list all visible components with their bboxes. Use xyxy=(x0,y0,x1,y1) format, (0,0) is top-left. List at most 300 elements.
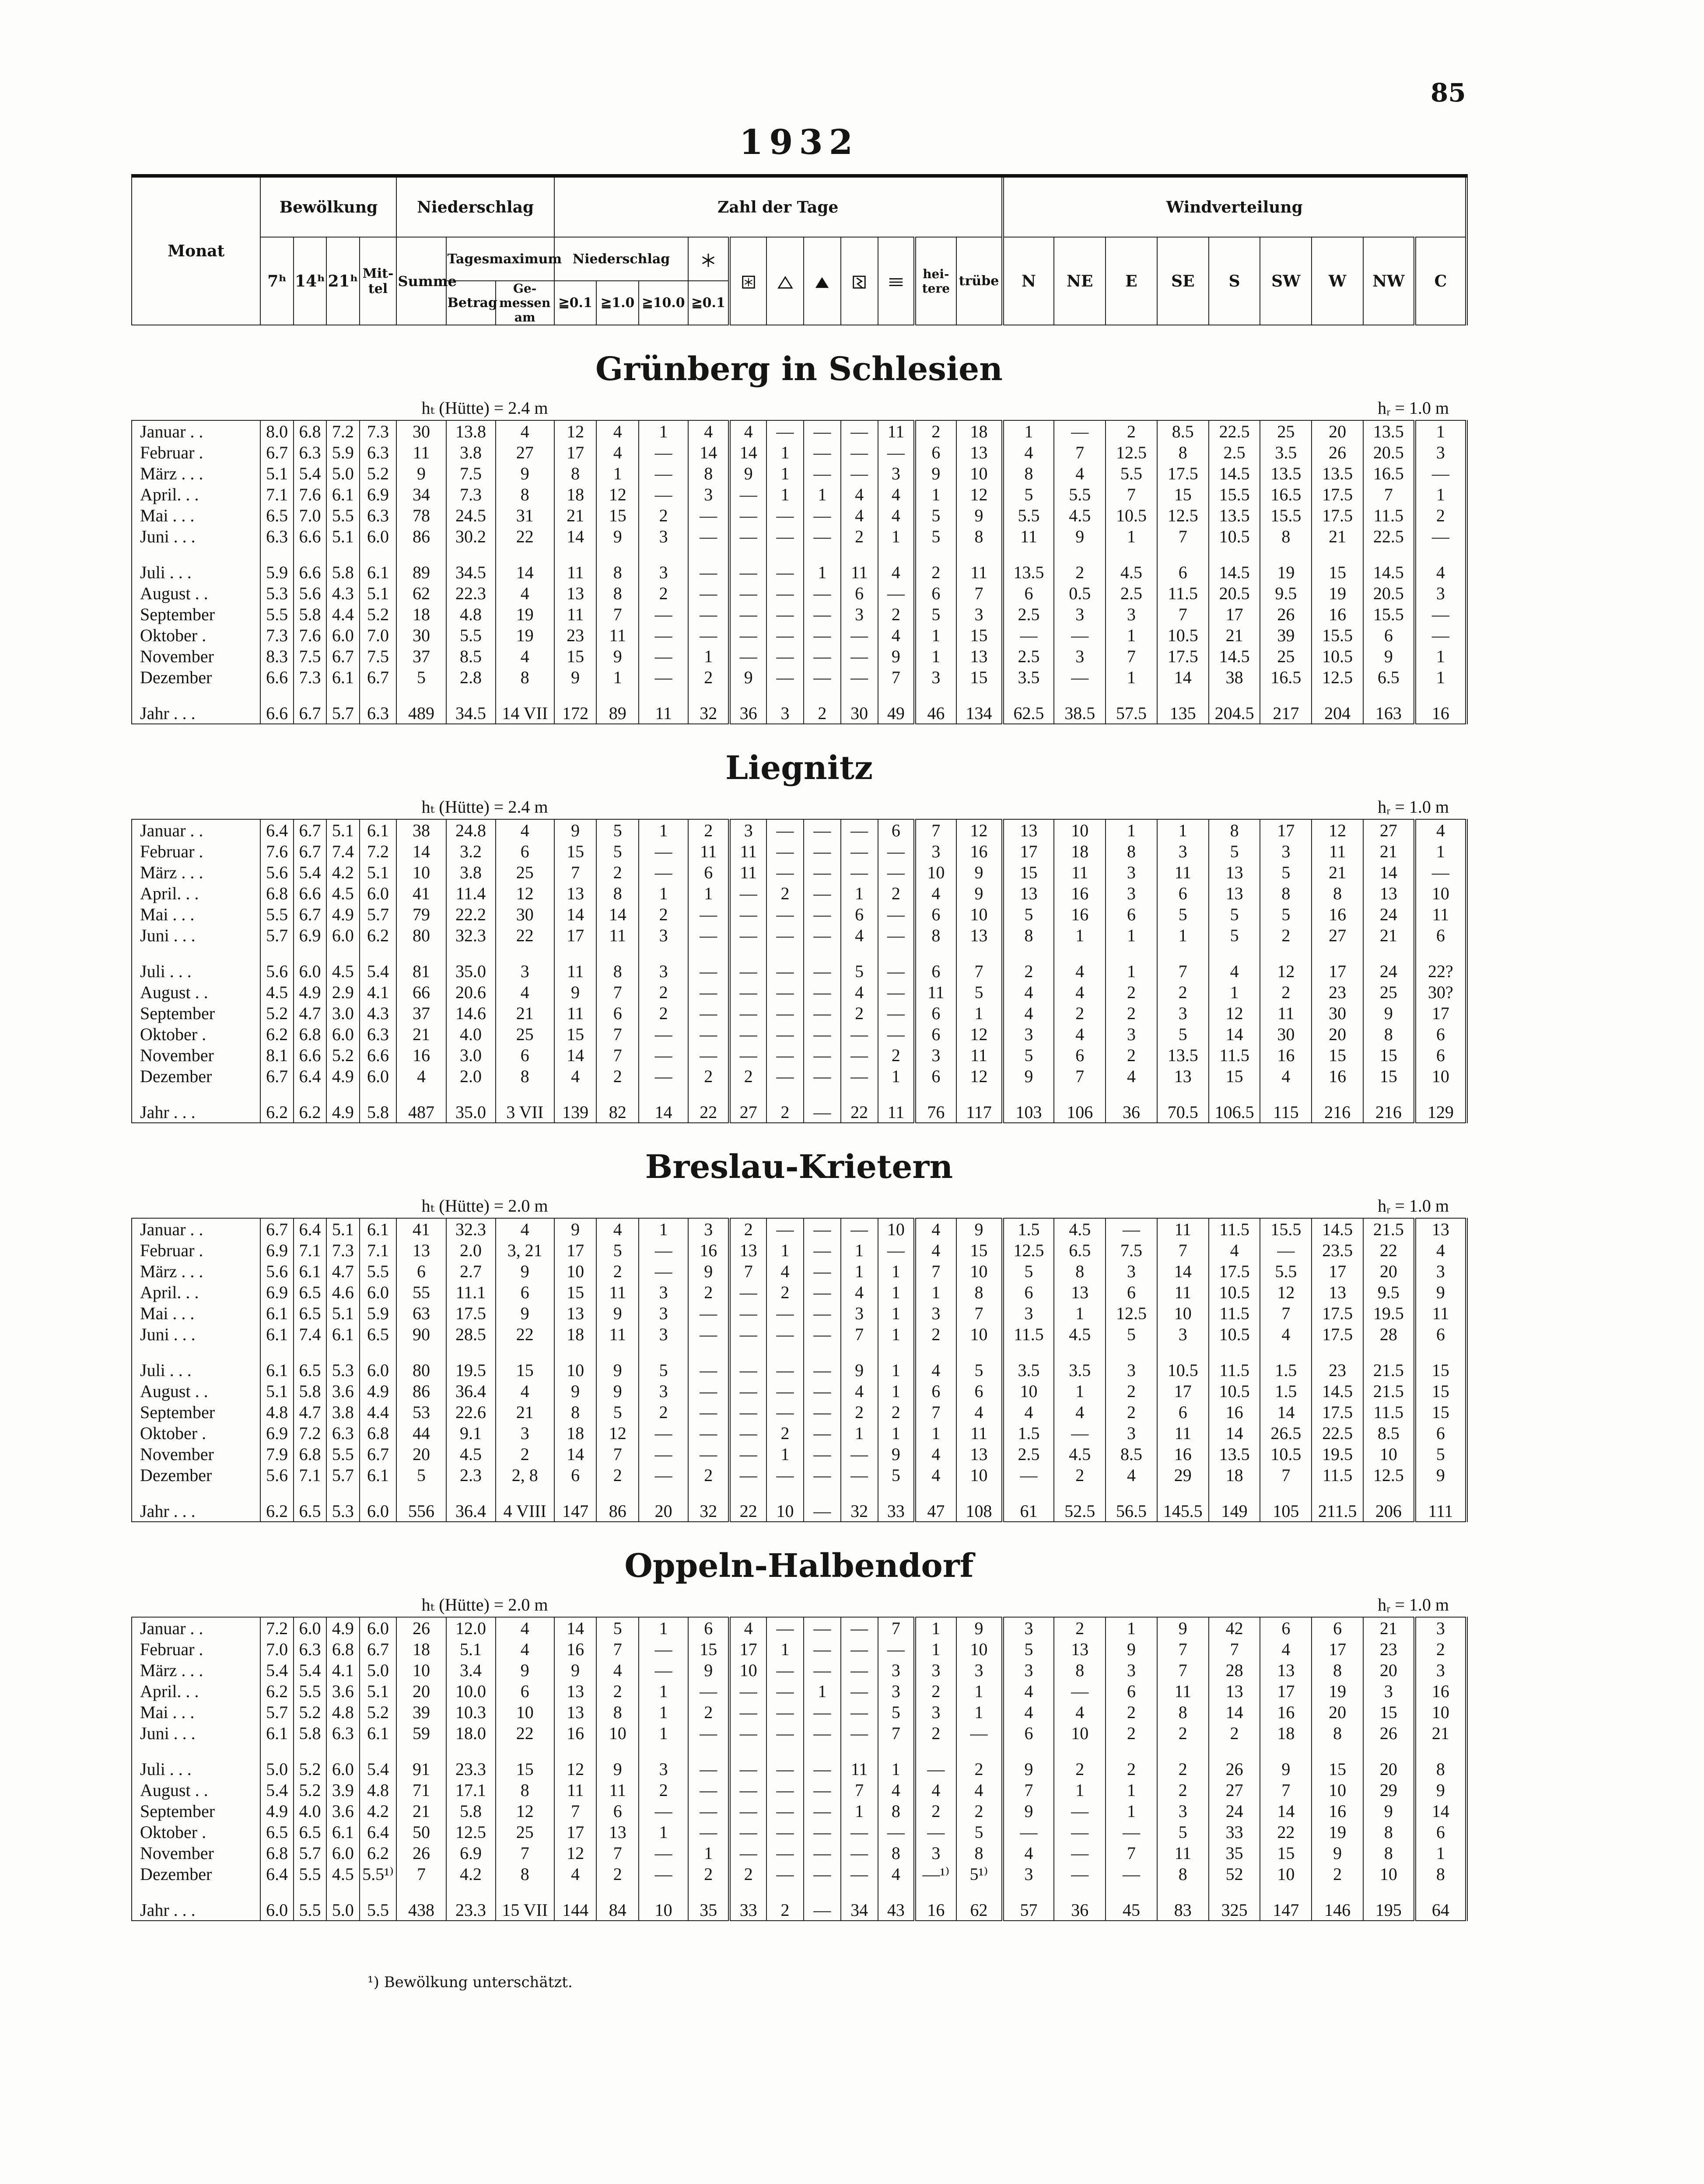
table-cell: 14 xyxy=(1260,1401,1312,1422)
table-cell: 17 xyxy=(729,1639,766,1660)
table-cell: — xyxy=(1054,420,1106,442)
table-cell: — xyxy=(729,1723,766,1744)
table-cell: 27 xyxy=(1209,1779,1260,1800)
table-cell: 10 xyxy=(396,862,446,883)
month-label: Februar . xyxy=(132,841,260,862)
table-cell: — xyxy=(804,819,841,841)
month-label: April. . . xyxy=(132,484,260,505)
table-cell: 1 xyxy=(688,1842,729,1863)
spacer-cell xyxy=(729,946,766,961)
table-cell: 13.5 xyxy=(1209,505,1260,526)
table-cell: 12 xyxy=(554,420,597,442)
table-cell: 7.3 xyxy=(446,484,496,505)
table-cell: 14 xyxy=(1363,862,1415,883)
table-cell: — xyxy=(1415,526,1466,547)
table-cell: 12 xyxy=(554,1842,597,1863)
row-spacer xyxy=(132,946,1466,961)
table-row xyxy=(132,1303,1466,1324)
table-cell: 31 xyxy=(496,505,554,526)
table-cell: 3 xyxy=(1106,1422,1157,1443)
table-cell: 2 xyxy=(1157,1779,1209,1800)
table-cell: 17 xyxy=(554,1240,597,1261)
table-cell: 20 xyxy=(639,1500,688,1522)
table-cell: — xyxy=(729,1003,766,1024)
table-cell: 2 xyxy=(1106,1723,1157,1744)
table-cell: 12 xyxy=(956,1024,1003,1045)
table-cell: 3 xyxy=(841,1303,878,1324)
table-cell: — xyxy=(804,1003,841,1024)
table-cell: 14 VII xyxy=(496,702,554,724)
table-cell: 16 xyxy=(1054,883,1106,904)
table-cell: 10 xyxy=(1415,1702,1466,1723)
table-cell: 6 xyxy=(1415,925,1466,946)
table-cell: 5.5 xyxy=(294,1681,326,1702)
table-cell: — xyxy=(915,1758,956,1779)
table-cell: 7 xyxy=(1157,526,1209,547)
table-cell: — xyxy=(766,1863,804,1884)
table-cell: 11 xyxy=(878,420,915,442)
spacer-cell xyxy=(1312,1744,1363,1758)
spacer-cell xyxy=(1260,1485,1312,1500)
table-cell: 5.5 xyxy=(294,1863,326,1884)
table-cell: 6.8 xyxy=(294,1024,326,1045)
spacer-cell xyxy=(132,946,260,961)
spacer-cell xyxy=(1312,1884,1363,1899)
table-cell: 8 xyxy=(1415,1863,1466,1884)
month-label: Jahr . . . xyxy=(132,702,260,724)
table-cell: 1 xyxy=(1054,1303,1106,1324)
table-cell: 5.9 xyxy=(360,1303,397,1324)
table-cell: 9.1 xyxy=(446,1422,496,1443)
table-cell: — xyxy=(729,1779,766,1800)
table-cell: 106.5 xyxy=(1209,1101,1260,1123)
table-cell: 6.3 xyxy=(260,526,293,547)
spacer-cell xyxy=(1209,1744,1260,1758)
table-cell: 6.5 xyxy=(294,1500,326,1522)
table-cell: — xyxy=(804,1101,841,1123)
table-cell: 12 xyxy=(1209,1003,1260,1024)
table-cell: 106 xyxy=(1054,1101,1106,1123)
table-cell: 5.7 xyxy=(326,1464,359,1485)
table-cell: 35 xyxy=(1209,1842,1260,1863)
table-cell: 6.3 xyxy=(326,1422,359,1443)
table-cell: 5 xyxy=(1209,841,1260,862)
table-cell: 7 xyxy=(956,583,1003,604)
table-cell: 13 xyxy=(1054,1282,1106,1303)
table-cell: 2 xyxy=(1260,982,1312,1003)
table-cell: — xyxy=(639,484,688,505)
table-cell: 5 xyxy=(1157,904,1209,925)
table-cell: 21 xyxy=(1312,526,1363,547)
spacer-cell xyxy=(804,547,841,562)
table-cell: 6.6 xyxy=(260,702,293,724)
footnote: ¹) Bewölkung unterschätzt. xyxy=(367,1974,573,1991)
table-cell: 2 xyxy=(1157,982,1209,1003)
table-cell: 5.4 xyxy=(360,1758,397,1779)
spacer-cell xyxy=(915,946,956,961)
table-cell: 6.6 xyxy=(294,1045,326,1066)
table-cell: 3 xyxy=(639,526,688,547)
spacer-cell xyxy=(1415,1485,1466,1500)
table-row xyxy=(132,562,1466,583)
table-cell: 4 xyxy=(729,1617,766,1639)
table-cell: — xyxy=(729,1045,766,1066)
table-cell: 5 xyxy=(1415,1443,1466,1464)
table-cell: — xyxy=(729,1821,766,1842)
table-cell: 8 xyxy=(1260,883,1312,904)
table-cell: 9 xyxy=(729,463,766,484)
table-cell: 20 xyxy=(1312,420,1363,442)
table-cell: — xyxy=(804,1660,841,1681)
spacer-cell xyxy=(294,1345,326,1359)
table-cell: —¹⁾ xyxy=(915,1863,956,1884)
table-cell: 7.1 xyxy=(294,1464,326,1485)
table-cell: 6 xyxy=(1363,625,1415,646)
table-cell: 6 xyxy=(915,1003,956,1024)
spacer-cell xyxy=(496,1485,554,1500)
table-cell: 22 xyxy=(496,1324,554,1345)
table-cell: 13 xyxy=(1363,883,1415,904)
table-cell: 3 xyxy=(1003,1660,1054,1681)
table-row xyxy=(132,463,1466,484)
table-cell: 2 xyxy=(1003,961,1054,982)
table-cell: 2 xyxy=(878,883,915,904)
table-cell: 10 xyxy=(596,1723,639,1744)
table-cell: 6 xyxy=(496,1045,554,1066)
table-cell: 7.2 xyxy=(326,420,359,442)
table-cell: — xyxy=(766,1617,804,1639)
table-cell: 3 xyxy=(639,925,688,946)
spacer-cell xyxy=(841,1087,878,1101)
spacer-cell xyxy=(639,547,688,562)
table-cell: 6 xyxy=(554,1464,597,1485)
spacer-cell xyxy=(1260,547,1312,562)
table-cell: 15.5 xyxy=(1260,505,1312,526)
table-cell: 2 xyxy=(766,1899,804,1921)
table-cell: 2 xyxy=(639,505,688,526)
table-cell: 5.0 xyxy=(326,1899,359,1921)
table-cell: 12.5 xyxy=(1003,1240,1054,1261)
table-cell: 19 xyxy=(1312,1821,1363,1842)
table-cell: 18 xyxy=(1209,1464,1260,1485)
table-cell: — xyxy=(688,505,729,526)
table-cell: — xyxy=(804,1066,841,1087)
table-cell: 4.5 xyxy=(1106,562,1157,583)
table-cell: 6 xyxy=(1054,1045,1106,1066)
table-cell: 9 xyxy=(596,1380,639,1401)
table-cell: — xyxy=(804,604,841,625)
table-cell: — xyxy=(766,1800,804,1821)
table-cell: 34 xyxy=(396,484,446,505)
table-cell: 1 xyxy=(1106,925,1157,946)
table-cell: 5.4 xyxy=(260,1779,293,1800)
table-cell: 21 xyxy=(1363,1617,1415,1639)
table-cell: 5.6 xyxy=(294,583,326,604)
table-cell: 1 xyxy=(639,1617,688,1639)
table-cell: 6 xyxy=(1003,1723,1054,1744)
table-cell: 6.3 xyxy=(294,1639,326,1660)
table-cell: 9 xyxy=(596,1303,639,1324)
table-cell: 11 xyxy=(688,841,729,862)
table-cell: — xyxy=(766,583,804,604)
table-cell: 2.3 xyxy=(446,1464,496,1485)
table-cell: 8 xyxy=(1003,925,1054,946)
spacer-cell xyxy=(294,1884,326,1899)
table-cell: 5 xyxy=(1003,1639,1054,1660)
spacer-cell xyxy=(1054,1345,1106,1359)
table-cell: 17 xyxy=(554,925,597,946)
header-tagesmaximum: Tagesmaximum xyxy=(446,237,554,281)
table-cell: 4.3 xyxy=(360,1003,397,1024)
table-cell: 4 xyxy=(878,505,915,526)
table-cell: 13.5 xyxy=(1157,1045,1209,1066)
table-cell: — xyxy=(841,1024,878,1045)
table-cell: 11.5 xyxy=(1209,1303,1260,1324)
table-cell: — xyxy=(841,1066,878,1087)
table-cell: 115 xyxy=(1260,1101,1312,1123)
spacer-cell xyxy=(1157,1884,1209,1899)
table-cell: 39 xyxy=(1260,625,1312,646)
table-cell: — xyxy=(841,1863,878,1884)
table-cell: 13.5 xyxy=(1003,562,1054,583)
table-cell: — xyxy=(729,646,766,667)
table-cell: 2 xyxy=(688,819,729,841)
table-cell: 50 xyxy=(396,1821,446,1842)
header-betrag: Betrag xyxy=(446,281,496,325)
table-cell: — xyxy=(1054,1681,1106,1702)
table-cell: 13 xyxy=(956,925,1003,946)
table-cell: 15 xyxy=(1157,484,1209,505)
table-cell: 5.5¹⁾ xyxy=(360,1863,397,1884)
table-cell: 4 xyxy=(1209,961,1260,982)
table-cell: 6.1 xyxy=(360,562,397,583)
header-monat: Monat xyxy=(132,176,260,325)
table-cell: 7.3 xyxy=(260,625,293,646)
table-cell: 20.5 xyxy=(1363,583,1415,604)
spacer-cell xyxy=(294,547,326,562)
table-cell: 5.5 xyxy=(294,1899,326,1921)
table-cell: 6.8 xyxy=(326,1639,359,1660)
table-cell: 11 xyxy=(1157,1681,1209,1702)
table-cell: 2 xyxy=(729,1066,766,1087)
spacer-cell xyxy=(294,1744,326,1758)
spacer-cell xyxy=(688,1345,729,1359)
table-cell: 14 xyxy=(1209,1024,1260,1045)
header-summe: Summe xyxy=(396,237,446,325)
table-cell: — xyxy=(688,982,729,1003)
table-cell: 11 xyxy=(1157,1218,1209,1240)
table-cell: 1 xyxy=(766,1443,804,1464)
table-cell: 9 xyxy=(554,1218,597,1240)
spacer-cell xyxy=(326,688,359,702)
table-cell: 9 xyxy=(688,1261,729,1282)
table-cell: 11 xyxy=(596,925,639,946)
table-cell: 13 xyxy=(554,883,597,904)
table-cell: 10.5 xyxy=(1209,1324,1260,1345)
table-cell: 3.0 xyxy=(326,1003,359,1024)
table-cell: 1 xyxy=(878,1422,915,1443)
table-cell: 10 xyxy=(1054,1723,1106,1744)
table-cell: 9 xyxy=(1003,1800,1054,1821)
table-cell: 8 xyxy=(1312,1723,1363,1744)
table-cell: 3.2 xyxy=(446,841,496,862)
table-cell: 7 xyxy=(1106,484,1157,505)
table-cell: 12 xyxy=(496,883,554,904)
table-cell: — xyxy=(1054,625,1106,646)
table-cell: 15 xyxy=(1312,1045,1363,1066)
table-cell: 30 xyxy=(496,904,554,925)
spacer-cell xyxy=(956,1744,1003,1758)
table-cell: 20 xyxy=(396,1681,446,1702)
table-cell: 8.5 xyxy=(1157,420,1209,442)
table-cell: 6 xyxy=(1106,904,1157,925)
table-cell: 2 xyxy=(1054,1617,1106,1639)
table-cell: — xyxy=(639,1800,688,1821)
table-cell: 1 xyxy=(841,1422,878,1443)
table-cell: — xyxy=(804,1899,841,1921)
table-cell: 12 xyxy=(554,1758,597,1779)
table-cell: 6.2 xyxy=(260,1681,293,1702)
table-cell: 5.1 xyxy=(326,1218,359,1240)
table-cell: 7 xyxy=(1106,646,1157,667)
table-cell: 10 xyxy=(1363,1443,1415,1464)
table-cell: 2 xyxy=(1054,1464,1106,1485)
spacer-cell xyxy=(1106,1345,1157,1359)
table-cell: 79 xyxy=(396,904,446,925)
spacer-cell xyxy=(596,1485,639,1500)
table-cell: 6 xyxy=(1415,1821,1466,1842)
table-cell: 7.5 xyxy=(360,646,397,667)
table-cell: 7 xyxy=(596,1045,639,1066)
table-cell: 5.2 xyxy=(326,1045,359,1066)
table-cell: 5¹⁾ xyxy=(956,1863,1003,1884)
table-cell: 9 xyxy=(596,1758,639,1779)
table-cell: 2 xyxy=(639,1779,688,1800)
table-cell: 4.5 xyxy=(326,1863,359,1884)
month-label: Juli . . . xyxy=(132,562,260,583)
table-cell: 4 xyxy=(1003,1702,1054,1723)
table-cell: 11.5 xyxy=(1209,1045,1260,1066)
table-cell: 8 xyxy=(1106,841,1157,862)
table-cell: 2 xyxy=(596,1464,639,1485)
spacer-cell xyxy=(766,1744,804,1758)
table-cell: 3 xyxy=(1157,841,1209,862)
table-cell: 6.4 xyxy=(294,1066,326,1087)
month-label: Mai . . . xyxy=(132,904,260,925)
table-cell: 6.9 xyxy=(260,1422,293,1443)
table-cell: 1 xyxy=(1415,646,1466,667)
table-row xyxy=(132,1639,1466,1660)
table-cell: 6.5 xyxy=(1363,667,1415,688)
table-cell: 9 xyxy=(878,646,915,667)
table-row xyxy=(132,982,1466,1003)
table-cell: — xyxy=(804,1218,841,1240)
table-cell: 6.3 xyxy=(360,442,397,463)
table-cell: 6.2 xyxy=(260,1024,293,1045)
station-title: Oppeln-Halbendorf xyxy=(624,1547,974,1585)
table-cell: 0.5 xyxy=(1054,583,1106,604)
table-cell: 16 xyxy=(915,1899,956,1921)
table-cell: 2 xyxy=(915,420,956,442)
table-cell: 1 xyxy=(596,667,639,688)
table-cell: 1 xyxy=(878,1282,915,1303)
page-number: 85 xyxy=(1431,78,1466,108)
table-cell: 13 xyxy=(596,1821,639,1842)
spacer-cell xyxy=(260,946,293,961)
table-cell: 4.9 xyxy=(326,904,359,925)
table-cell: 206 xyxy=(1363,1500,1415,1522)
table-cell: 4 xyxy=(841,1282,878,1303)
table-cell: 3.5 xyxy=(1003,1359,1054,1380)
table-cell: 7.2 xyxy=(294,1422,326,1443)
table-cell: 7 xyxy=(554,1800,597,1821)
table-cell: 8 xyxy=(1363,1821,1415,1842)
table-cell: 5 xyxy=(1209,904,1260,925)
spacer-cell xyxy=(446,1744,496,1758)
spacer-cell xyxy=(878,1744,915,1758)
spacer-cell xyxy=(1106,1884,1157,1899)
table-cell: 11 xyxy=(554,562,597,583)
table-cell: 15 xyxy=(1363,1066,1415,1087)
table-cell: — xyxy=(956,1723,1003,1744)
table-cell: 11 xyxy=(596,1324,639,1345)
table-cell: 21 xyxy=(1363,925,1415,946)
spacer-cell xyxy=(1106,1744,1157,1758)
table-cell: 6 xyxy=(915,904,956,925)
table-cell: 18 xyxy=(396,1639,446,1660)
table-cell: 10 xyxy=(729,1660,766,1681)
table-cell: 6.2 xyxy=(360,1842,397,1863)
table-cell: 6 xyxy=(1106,1681,1157,1702)
table-cell: 4 xyxy=(496,646,554,667)
table-cell: 4 xyxy=(554,1863,597,1884)
table-cell: 41 xyxy=(396,1218,446,1240)
table-cell: 18 xyxy=(1054,841,1106,862)
table-cell: 8 xyxy=(688,463,729,484)
snow-star-icon xyxy=(688,237,729,281)
table-cell: — xyxy=(729,961,766,982)
table-cell: — xyxy=(878,442,915,463)
table-cell: 10.5 xyxy=(1209,1380,1260,1401)
table-cell: 52 xyxy=(1209,1863,1260,1884)
table-cell: 3.9 xyxy=(326,1779,359,1800)
table-cell: 86 xyxy=(596,1500,639,1522)
table-cell: 2 xyxy=(1106,1003,1157,1024)
table-cell: 6.1 xyxy=(360,1723,397,1744)
table-cell: 6 xyxy=(396,1261,446,1282)
spacer-cell xyxy=(596,1345,639,1359)
table-cell: 14 xyxy=(396,841,446,862)
table-cell: 21.5 xyxy=(1363,1380,1415,1401)
table-cell: 3 xyxy=(1106,1660,1157,1681)
table-cell: 4 xyxy=(841,1380,878,1401)
table-cell: — xyxy=(729,1443,766,1464)
table-cell: — xyxy=(841,1639,878,1660)
table-cell: 5 xyxy=(841,961,878,982)
month-label: November xyxy=(132,1443,260,1464)
table-cell: 2.9 xyxy=(326,982,359,1003)
table-cell: 18 xyxy=(554,1324,597,1345)
table-cell: 3 xyxy=(688,1218,729,1240)
table-cell: 3 xyxy=(1054,646,1106,667)
table-cell: 21 xyxy=(1363,841,1415,862)
table-cell: 11 xyxy=(596,1282,639,1303)
table-cell: 14.5 xyxy=(1209,562,1260,583)
table-cell: 2 xyxy=(878,604,915,625)
spacer-cell xyxy=(496,547,554,562)
table-cell: 5.5 xyxy=(1054,484,1106,505)
table-cell: — xyxy=(639,1240,688,1261)
